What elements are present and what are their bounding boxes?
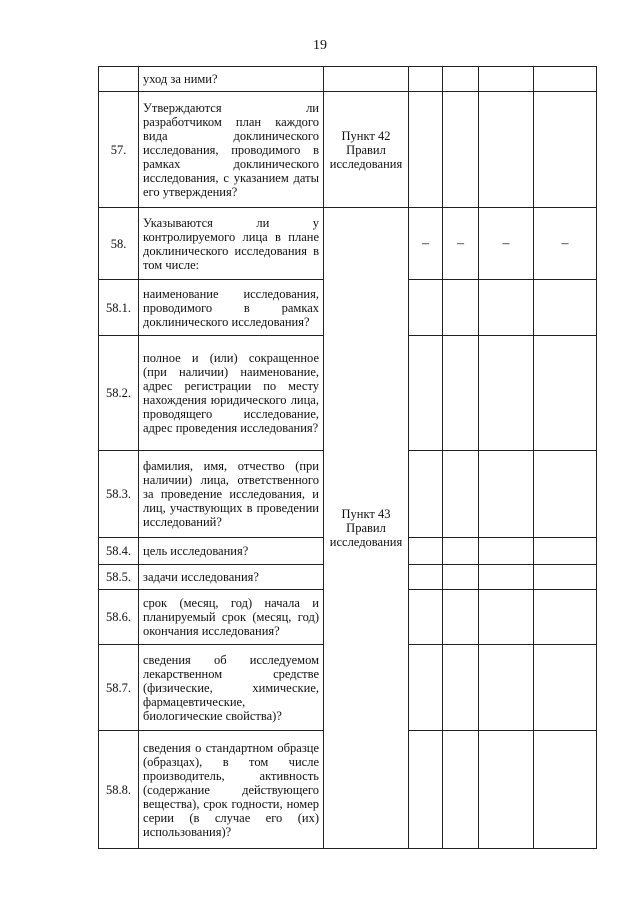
answer-no-cell[interactable]	[443, 590, 479, 645]
row-number: 58.5.	[99, 565, 139, 590]
answer-no-cell[interactable]	[443, 538, 479, 565]
note-cell[interactable]	[534, 92, 597, 208]
answer-yes-cell[interactable]	[409, 336, 443, 451]
question-text: фамилия, имя, отчество (при наличии) лица, ответственного за проведение исследования, и лиц, участвующих в проведении исследований?	[139, 451, 324, 538]
question-text: сведения об исследуемом лекарственном средстве (физические, химические, фармацевтические, биологические свойства)?	[139, 645, 324, 731]
note-cell[interactable]	[534, 538, 597, 565]
dash-cell: –	[534, 208, 597, 280]
reference-cell: Пункт 42 Правил исследования	[324, 92, 409, 208]
answer-yes-cell[interactable]	[409, 590, 443, 645]
note-cell[interactable]	[534, 451, 597, 538]
answer-na-cell[interactable]	[479, 280, 534, 336]
table-row	[99, 208, 597, 280]
answer-na-cell[interactable]	[479, 645, 534, 731]
answer-yes-cell[interactable]	[409, 451, 443, 538]
note-cell[interactable]	[534, 336, 597, 451]
answer-na-cell[interactable]	[479, 565, 534, 590]
answer-no-cell[interactable]	[443, 645, 479, 731]
question-text: полное и (или) сокращенное (при наличии) наименование, адрес регистрации по месту нахождения юридического лица, проводящего исследование, адрес проведения исследования?	[139, 336, 324, 451]
table-row	[99, 92, 597, 208]
question-text: уход за ними?	[139, 67, 324, 92]
reference-cell: Пункт 43 Правил исследования	[324, 208, 409, 849]
dash-cell: –	[409, 208, 443, 280]
answer-na-cell[interactable]	[479, 336, 534, 451]
answer-na-cell[interactable]	[479, 590, 534, 645]
answer-yes-cell[interactable]	[409, 565, 443, 590]
question-text: Утверждаются ли разработчиком план каждого вида доклинического исследования, проводимого в рамках доклинического исследования, с указанием даты его утверждения?	[139, 92, 324, 208]
answer-yes-cell[interactable]	[409, 731, 443, 849]
answer-no-cell[interactable]	[443, 451, 479, 538]
answer-yes-cell[interactable]	[409, 92, 443, 208]
note-cell[interactable]	[534, 645, 597, 731]
note-cell[interactable]	[534, 67, 597, 92]
row-number: 58.	[99, 208, 139, 280]
question-text: сведения о стандартном образце (образцах), в том числе производитель, активность (содержание действующего вещества), срок годности, номер серии (в случае его (их) использования)?	[139, 731, 324, 849]
row-number: 58.7.	[99, 645, 139, 731]
row-number: 58.1.	[99, 280, 139, 336]
answer-na-cell[interactable]	[479, 451, 534, 538]
checklist-table	[98, 66, 597, 849]
answer-no-cell[interactable]	[443, 280, 479, 336]
answer-no-cell[interactable]	[443, 565, 479, 590]
page-number: 19	[313, 38, 327, 53]
row-number: 58.8.	[99, 731, 139, 849]
note-cell[interactable]	[534, 565, 597, 590]
answer-na-cell[interactable]	[479, 92, 534, 208]
answer-no-cell[interactable]	[443, 67, 479, 92]
row-number: 58.6.	[99, 590, 139, 645]
answer-yes-cell[interactable]	[409, 67, 443, 92]
question-text: Указываются ли у контролируемого лица в плане доклинического исследования в том числе:	[139, 208, 324, 280]
answer-yes-cell[interactable]	[409, 645, 443, 731]
question-text: цель исследования?	[139, 538, 324, 565]
row-number: 58.4.	[99, 538, 139, 565]
answer-yes-cell[interactable]	[409, 538, 443, 565]
answer-no-cell[interactable]	[443, 92, 479, 208]
question-text: срок (месяц, год) начала и планируемый срок (месяц, год) окончания исследования?	[139, 590, 324, 645]
reference-cell	[324, 67, 409, 92]
answer-na-cell[interactable]	[479, 538, 534, 565]
row-number: 57.	[99, 92, 139, 208]
question-text: наименование исследования, проводимого в рамках доклинического исследования?	[139, 280, 324, 336]
row-number: 58.3.	[99, 451, 139, 538]
row-number: 58.2.	[99, 336, 139, 451]
question-text: задачи исследования?	[139, 565, 324, 590]
dash-cell: –	[479, 208, 534, 280]
note-cell[interactable]	[534, 590, 597, 645]
row-number	[99, 67, 139, 92]
answer-na-cell[interactable]	[479, 67, 534, 92]
answer-na-cell[interactable]	[479, 731, 534, 849]
note-cell[interactable]	[534, 280, 597, 336]
table-row	[99, 67, 597, 92]
answer-no-cell[interactable]	[443, 336, 479, 451]
dash-cell: –	[443, 208, 479, 280]
note-cell[interactable]	[534, 731, 597, 849]
answer-yes-cell[interactable]	[409, 280, 443, 336]
answer-no-cell[interactable]	[443, 731, 479, 849]
